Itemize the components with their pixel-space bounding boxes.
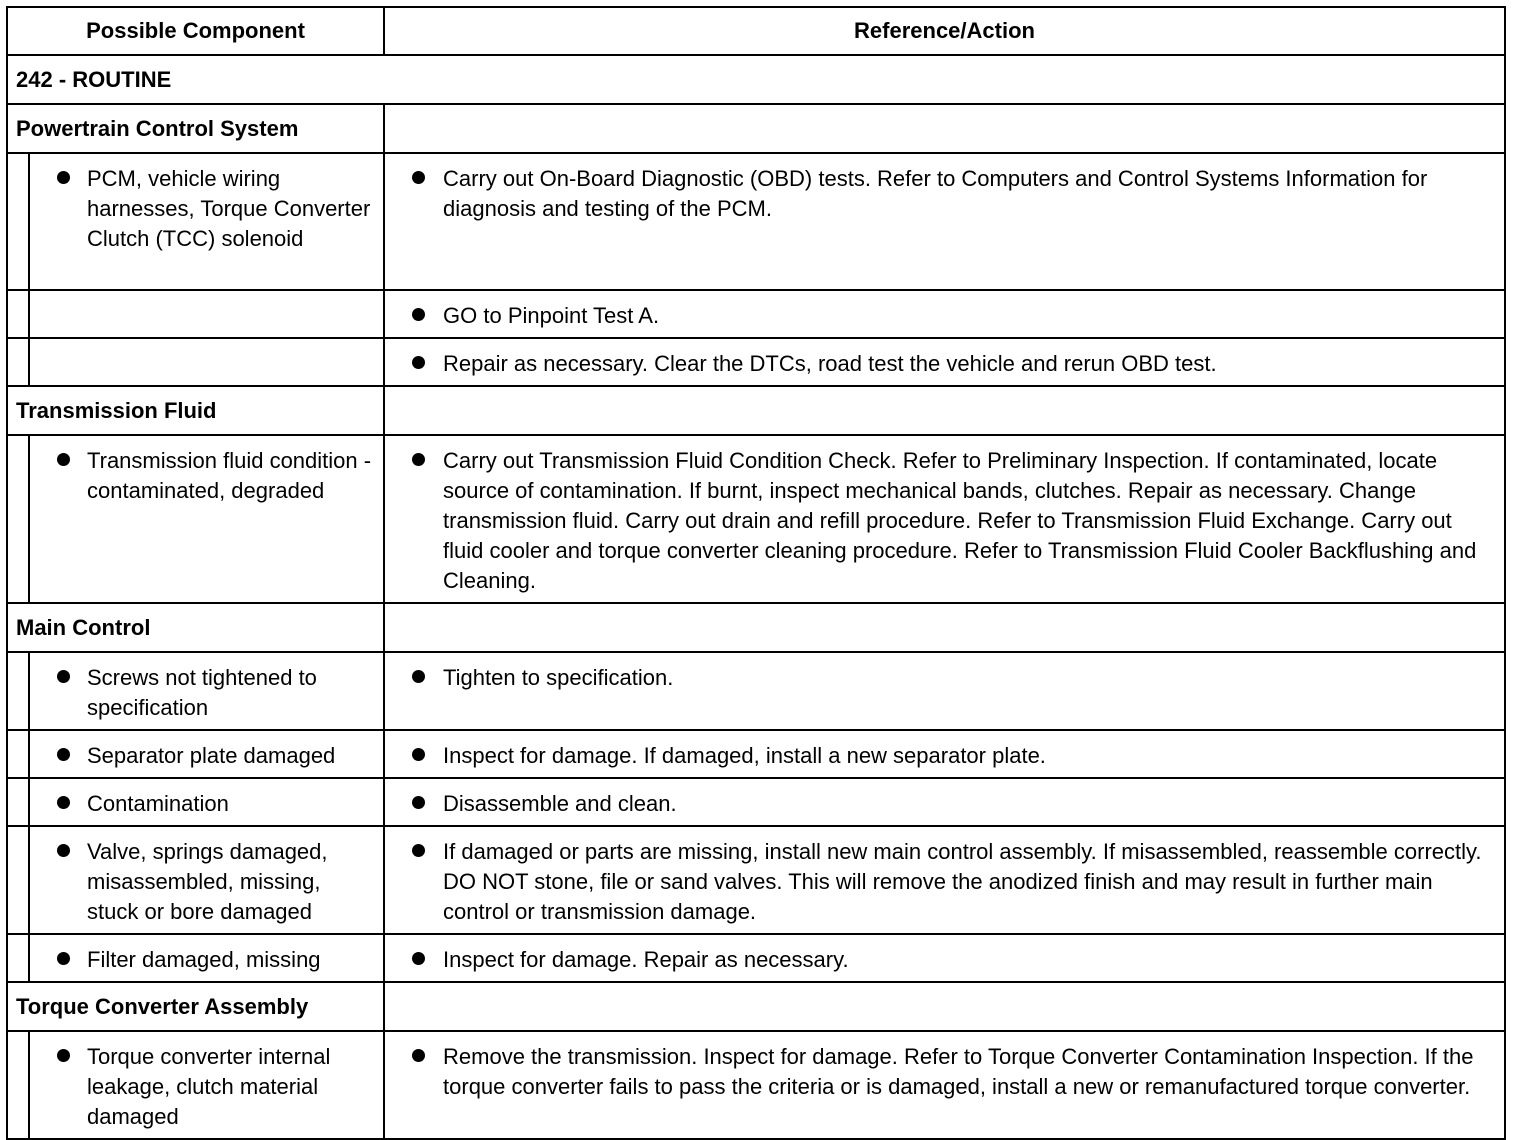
action-cell <box>384 1031 1505 1139</box>
table-row <box>7 1031 1505 1139</box>
component-bullet-item <box>30 436 383 506</box>
section-row <box>7 386 1505 435</box>
indent-cell <box>7 338 29 386</box>
action-cell <box>384 652 1505 730</box>
component-text: Contamination <box>87 791 229 816</box>
bullet-icon <box>57 952 70 965</box>
component-text: Torque converter internal leakage, clutch material damaged <box>87 1044 331 1129</box>
action-text: Inspect for damage. Repair as necessary. <box>443 947 849 972</box>
action-cell <box>384 934 1505 982</box>
action-cell <box>384 290 1505 338</box>
action-bullet-item <box>385 339 1504 379</box>
action-cell <box>384 435 1505 603</box>
section-title: Torque Converter Assembly <box>7 982 384 1031</box>
component-bullet-item <box>30 935 383 975</box>
table-row <box>7 435 1505 603</box>
action-text: Inspect for damage. If damaged, install a new separator plate. <box>443 743 1046 768</box>
bullet-icon <box>57 453 70 466</box>
section-row <box>7 603 1505 652</box>
action-bullet-item <box>385 436 1504 596</box>
component-bullet-item <box>30 731 383 771</box>
diagnostic-table <box>6 6 1506 1140</box>
component-cell <box>29 435 384 603</box>
action-text: Carry out Transmission Fluid Condition Check. Refer to Preliminary Inspection. If contaminated, locate source of contamination. If burnt, inspect mechanical bands, clutches. Repair as necessary. Change transmission fluid. Carry out drain and refill procedure. Refer to Transmission Fluid Exchange. Carry out fluid cooler and torque converter cleaning procedure. Refer to Transmission Fluid Cooler Backflushing and Cleaning. <box>443 448 1477 593</box>
section-action-empty <box>384 386 1505 435</box>
action-cell <box>384 730 1505 778</box>
component-cell <box>29 778 384 826</box>
action-cell <box>384 778 1505 826</box>
indent-cell <box>7 778 29 826</box>
bullet-icon <box>412 796 425 809</box>
indent-cell <box>7 730 29 778</box>
table-row <box>7 778 1505 826</box>
section-row <box>7 982 1505 1031</box>
bullet-icon <box>57 670 70 683</box>
component-bullet-item <box>30 653 383 723</box>
table-row <box>7 652 1505 730</box>
indent-cell <box>7 934 29 982</box>
table-row <box>7 934 1505 982</box>
action-text: Tighten to specification. <box>443 665 674 690</box>
bullet-icon <box>412 748 425 761</box>
component-text: Screws not tightened to specification <box>87 665 317 720</box>
action-bullet-item <box>385 827 1504 927</box>
action-cell <box>384 338 1505 386</box>
action-bullet-item <box>385 154 1504 224</box>
action-text: Disassemble and clean. <box>443 791 677 816</box>
bullet-icon <box>412 952 425 965</box>
component-cell <box>29 153 384 290</box>
indent-cell <box>7 652 29 730</box>
action-text: Repair as necessary. Clear the DTCs, road test the vehicle and rerun OBD test. <box>443 351 1217 376</box>
bullet-icon <box>412 453 425 466</box>
action-cell <box>384 153 1505 290</box>
section-title: Powertrain Control System <box>7 104 384 153</box>
table-row <box>7 290 1505 338</box>
table-row <box>7 826 1505 934</box>
action-bullet-item <box>385 1032 1504 1102</box>
routine-title: 242 - ROUTINE <box>7 55 1505 104</box>
component-cell <box>29 826 384 934</box>
section-row <box>7 104 1505 153</box>
bullet-icon <box>412 171 425 184</box>
component-text: Separator plate damaged <box>87 743 336 768</box>
action-bullet-item <box>385 935 1504 975</box>
bullet-icon <box>57 171 70 184</box>
action-text: Carry out On-Board Diagnostic (OBD) tests. Refer to Computers and Control Systems Information for diagnosis and testing of the PCM. <box>443 166 1428 221</box>
bullet-icon <box>412 670 425 683</box>
component-bullet-item <box>30 779 383 819</box>
component-text: PCM, vehicle wiring harnesses, Torque Converter Clutch (TCC) solenoid <box>87 166 371 251</box>
routine-row <box>7 55 1505 104</box>
bullet-icon <box>412 308 425 321</box>
section-action-empty <box>384 104 1505 153</box>
indent-cell <box>7 290 29 338</box>
component-cell <box>29 730 384 778</box>
action-bullet-item <box>385 731 1504 771</box>
header-action: Reference/Action <box>384 7 1505 55</box>
action-cell <box>384 826 1505 934</box>
bullet-icon <box>412 356 425 369</box>
indent-cell <box>7 1031 29 1139</box>
component-text: Transmission fluid condition - contaminated, degraded <box>87 448 372 503</box>
action-bullet-item <box>385 291 1504 331</box>
table-row <box>7 153 1505 290</box>
bullet-icon <box>412 1049 425 1062</box>
action-text: GO to Pinpoint Test A. <box>443 303 660 328</box>
component-text: Valve, springs damaged, misassembled, missing, stuck or bore damaged <box>87 839 328 924</box>
indent-cell <box>7 153 29 290</box>
section-action-empty <box>384 603 1505 652</box>
component-cell <box>29 934 384 982</box>
component-bullet-item <box>30 1032 383 1132</box>
bullet-icon <box>57 844 70 857</box>
table-row <box>7 338 1505 386</box>
action-text: Remove the transmission. Inspect for damage. Refer to Torque Converter Contamination Inspection. If the torque converter fails to pass the criteria or is damaged, install a new or remanufactured torque converter. <box>443 1044 1474 1099</box>
component-text: Filter damaged, missing <box>87 947 321 972</box>
indent-cell <box>7 435 29 603</box>
bullet-icon <box>57 748 70 761</box>
section-title: Main Control <box>7 603 384 652</box>
section-title: Transmission Fluid <box>7 386 384 435</box>
bullet-icon <box>57 796 70 809</box>
action-bullet-item <box>385 653 1504 693</box>
component-cell <box>29 652 384 730</box>
indent-cell <box>7 826 29 934</box>
header-row <box>7 7 1505 55</box>
component-bullet-item <box>30 154 383 254</box>
table-row <box>7 730 1505 778</box>
bullet-icon <box>412 844 425 857</box>
section-action-empty <box>384 982 1505 1031</box>
component-cell <box>29 290 384 338</box>
component-cell <box>29 1031 384 1139</box>
action-text: If damaged or parts are missing, install new main control assembly. If misassembled, reassemble correctly. DO NOT stone, file or sand valves. This will remove the anodized finish and may result in further main control or transmission damage. <box>443 839 1482 924</box>
component-bullet-item <box>30 827 383 927</box>
header-component: Possible Component <box>7 7 384 55</box>
action-bullet-item <box>385 779 1504 819</box>
bullet-icon <box>57 1049 70 1062</box>
component-cell <box>29 338 384 386</box>
